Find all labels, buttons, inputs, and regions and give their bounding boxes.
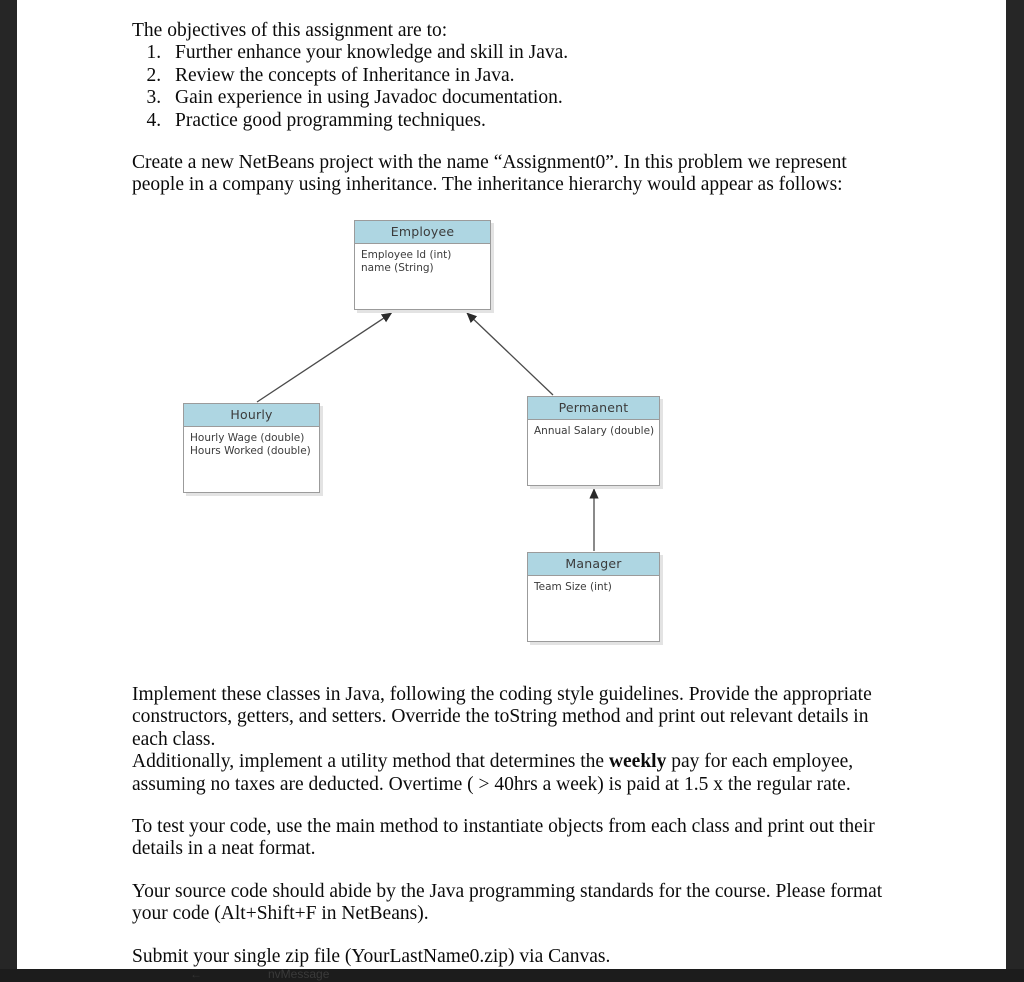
intro-heading: The objectives of this assignment are to: [132,20,448,41]
ghost-label: nvMessage [268,969,330,981]
spacer [132,796,902,816]
spacer [132,861,902,881]
document-body [132,20,902,197]
uml-class-permanent-attributes [528,420,659,438]
bottom-chrome-strip [0,969,1024,982]
left-gutter [0,0,17,982]
paragraph-standards: Your source code should abide by the Java programming standards for the course. Please format your code (Alt+Shift+F in NetBeans). [132,880,883,925]
uml-attribute: Hours Worked (double) [190,445,311,457]
connector-hourly-to-employee [257,313,392,402]
paragraph-additional-pre: Additionally, implement a utility method that determines the [132,751,609,773]
uml-class-permanent [527,396,660,486]
ghost-arrow-icon: ← [190,969,203,981]
list-item: 4. Practice good programming techniques. [166,110,902,132]
uml-class-employee [354,220,491,310]
uml-class-hourly-title: Hourly [184,404,319,427]
uml-attribute: name (String) [361,262,434,274]
paragraph-project: Create a new NetBeans project with the name “Assignment0”. In this problem we represent people in a company using inheritance. The inheritance hierarchy would appear as follows: [132,152,847,196]
paragraph-additional [132,751,902,796]
uml-class-manager [527,552,660,642]
uml-attribute: Team Size (int) [534,581,612,593]
right-gutter [1006,0,1024,982]
paragraph-additional-emphasis: weekly [608,751,667,773]
spacer [132,926,902,946]
list-item: 2. Review the concepts of Inheritance in Java. [166,65,902,87]
uml-class-hourly [183,403,320,493]
paragraph-submit: Submit your single zip file (YourLastName0.zip) via Canvas. [132,945,611,967]
connector-permanent-to-employee [467,313,553,395]
uml-inheritance-diagram [34,210,734,665]
uml-attribute: Annual Salary (double) [534,425,655,437]
paragraph-implement: Implement these classes in Java, following the coding style guidelines. Provide the appropriate constructors, getters, and setters. Override the toString method and print out relevant details in each class. [132,684,872,750]
document-body-lower [132,684,902,968]
spacer [132,132,902,152]
uml-class-employee-title: Employee [355,221,490,244]
paragraph-additional-post: pay for each employee, assuming no taxes are deducted. Overtime ( > 40hrs a week) is paid at 1.5 x the regular rate. [132,751,854,795]
uml-attribute: Employee Id (int) [361,249,452,261]
uml-class-manager-title: Manager [528,553,659,576]
uml-class-permanent-title: Permanent [528,397,659,420]
uml-class-hourly-attributes [184,427,319,458]
uml-attribute: Hourly Wage (double) [190,432,305,444]
uml-class-employee-attributes [355,244,490,275]
paragraph-test: To test your code, use the main method to instantiate objects from each class and print out their details in a neat format. [132,816,875,860]
uml-class-manager-attributes [528,576,659,594]
list-item: 1. Further enhance your knowledge and skill in Java. [166,42,902,64]
document-page [17,0,1006,969]
list-item: 3. Gain experience in using Javadoc documentation. [166,87,902,109]
objectives-list [132,42,902,132]
